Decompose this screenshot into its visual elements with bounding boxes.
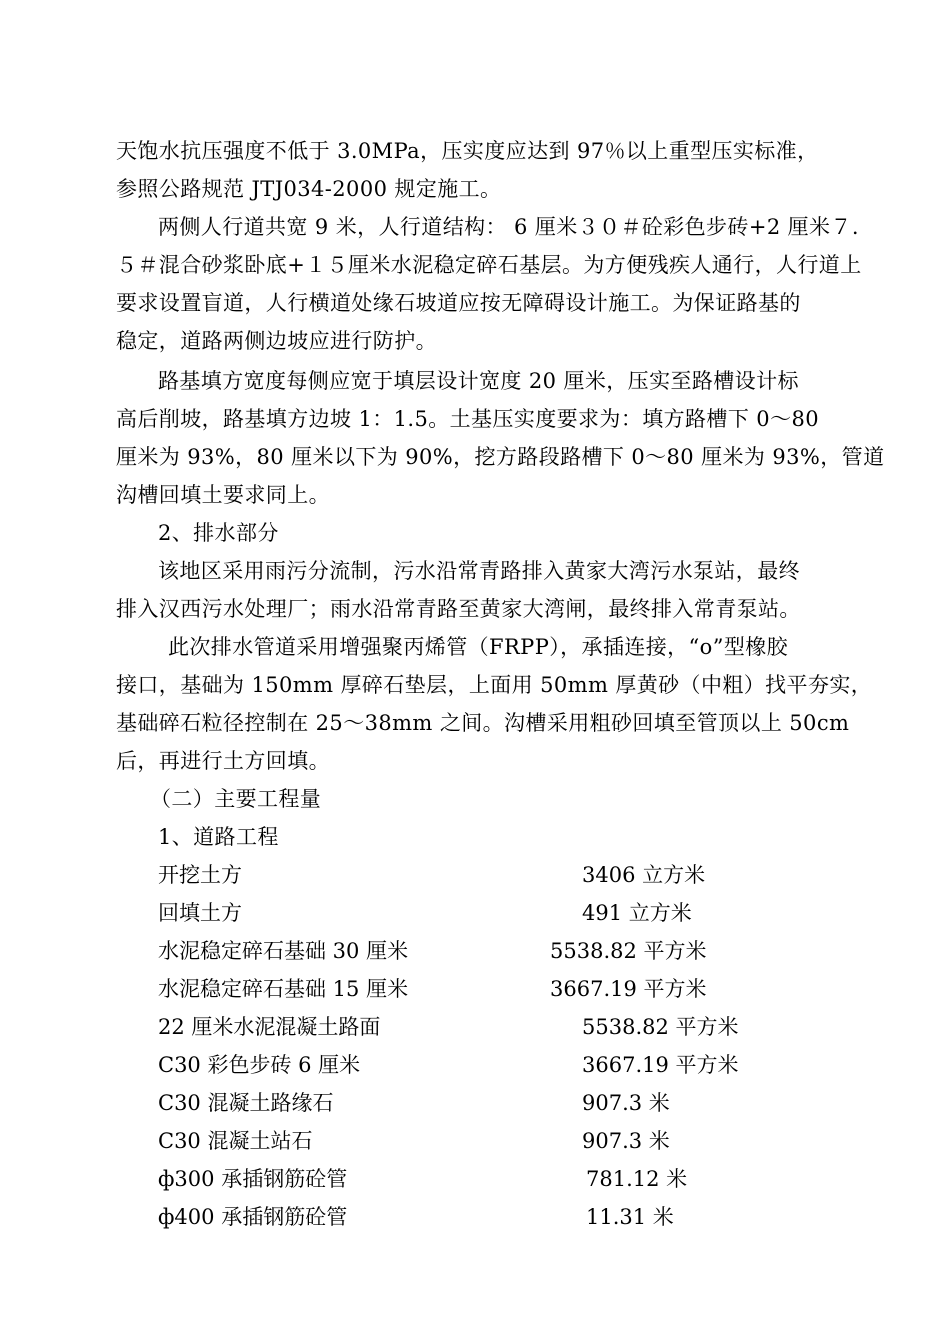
paragraph-subgrade-line-1: 路基填方宽度每侧应宽于填层设计宽度 20 厘米，压实至路槽设计标 [158, 369, 799, 393]
heading-main-quantities: （二）主要工程量 [150, 787, 322, 811]
quantity-item-value: 3667.19 平方米 [582, 1053, 739, 1077]
quantity-item-value: 5538.82 平方米 [582, 1015, 739, 1039]
quantity-item-name: C30 混凝土路缘石 [158, 1091, 334, 1115]
quantity-item-name: 水泥稳定碎石基础 15 厘米 [158, 977, 409, 1001]
quantity-row [158, 894, 798, 932]
quantity-item-value: 3667.19 平方米 [550, 977, 707, 1001]
paragraph-sidewalk-line-1: 两侧人行道共宽 9 米，人行道结构： 6 厘米３０＃砼彩色步砖+2 厘米７. [158, 215, 859, 239]
quantity-item-name: C30 混凝土站石 [158, 1129, 313, 1153]
paragraph-sidewalk-line-4: 稳定，道路两侧边坡应进行防护。 [116, 329, 437, 353]
quantity-row [158, 932, 798, 970]
quantity-row [158, 1160, 798, 1198]
paragraph-pipe-line-2: 接口，基础为 150mm 厚碎石垫层，上面用 50mm 厚黄砂（中粗）找平夯实， [116, 673, 873, 697]
quantity-row [158, 970, 798, 1008]
quantity-item-name: ф300 承插钢筋砼管 [158, 1167, 348, 1191]
paragraph-pipe-line-4: 后，再进行土方回填。 [116, 749, 330, 773]
heading-road-works: 1、道路工程 [158, 825, 279, 849]
quantity-item-name: 水泥稳定碎石基础 30 厘米 [158, 939, 409, 963]
quantity-item-name: C30 彩色步砖 6 厘米 [158, 1053, 361, 1077]
quantity-item-name: ф400 承插钢筋砼管 [158, 1205, 348, 1229]
quantity-item-value: 491 立方米 [582, 901, 692, 925]
quantity-item-name: 回填土方 [158, 901, 242, 925]
quantity-item-value: 5538.82 平方米 [550, 939, 707, 963]
paragraph-sidewalk-line-2: ５＃混合砂浆卧底+１５厘米水泥稳定碎石基层。为方便残疾人通行，人行道上 [116, 253, 862, 277]
quantity-item-value: 11.31 米 [586, 1205, 674, 1229]
quantity-row [158, 1198, 798, 1236]
paragraph-compaction-line-1: 天饱水抗压强度不低于 3.0MPa，压实度应达到 97％以上重型压实标准， [116, 139, 819, 163]
quantity-row [158, 1008, 798, 1046]
paragraph-sidewalk-line-3: 要求设置盲道，人行横道处缘石坡道应按无障碍设计施工。为保证路基的 [116, 291, 801, 315]
quantity-row [158, 856, 798, 894]
quantity-item-name: 开挖土方 [158, 863, 242, 887]
quantity-item-name: 22 厘米水泥混凝土路面 [158, 1015, 381, 1039]
paragraph-drainage-system-line-1: 该地区采用雨污分流制，污水沿常青路排入黄家大湾污水泵站，最终 [158, 559, 800, 583]
paragraph-pipe-line-1: 此次排水管道采用增强聚丙烯管（FRPP），承插连接，“o”型橡胶 [168, 635, 789, 659]
paragraph-pipe-line-3: 基础碎石粒径控制在 25～38mm 之间。沟槽采用粗砂回填至管顶以上 50cm [116, 711, 850, 735]
heading-drainage: 2、排水部分 [158, 521, 279, 545]
quantity-row [158, 1046, 798, 1084]
paragraph-compaction-line-2: 参照公路规范 JTJ034-2000 规定施工。 [116, 177, 502, 201]
paragraph-subgrade-line-3: 厘米为 93%，80 厘米以下为 90%，挖方路段路槽下 0～80 厘米为 93%，管道 [116, 445, 885, 469]
quantity-row [158, 1122, 798, 1160]
quantity-item-value: 907.3 米 [582, 1091, 670, 1115]
quantity-item-value: 3406 立方米 [582, 863, 706, 887]
quantity-item-value: 907.3 米 [582, 1129, 670, 1153]
quantity-row [158, 1084, 798, 1122]
paragraph-subgrade-line-2: 高后削坡，路基填方边坡 1：1.5。土基压实度要求为：填方路槽下 0～80 [116, 407, 819, 431]
quantity-item-value: 781.12 米 [586, 1167, 688, 1191]
paragraph-drainage-system-line-2: 排入汉西污水处理厂；雨水沿常青路至黄家大湾闸，最终排入常青泵站。 [116, 597, 801, 621]
paragraph-subgrade-line-4: 沟槽回填土要求同上。 [116, 483, 330, 507]
